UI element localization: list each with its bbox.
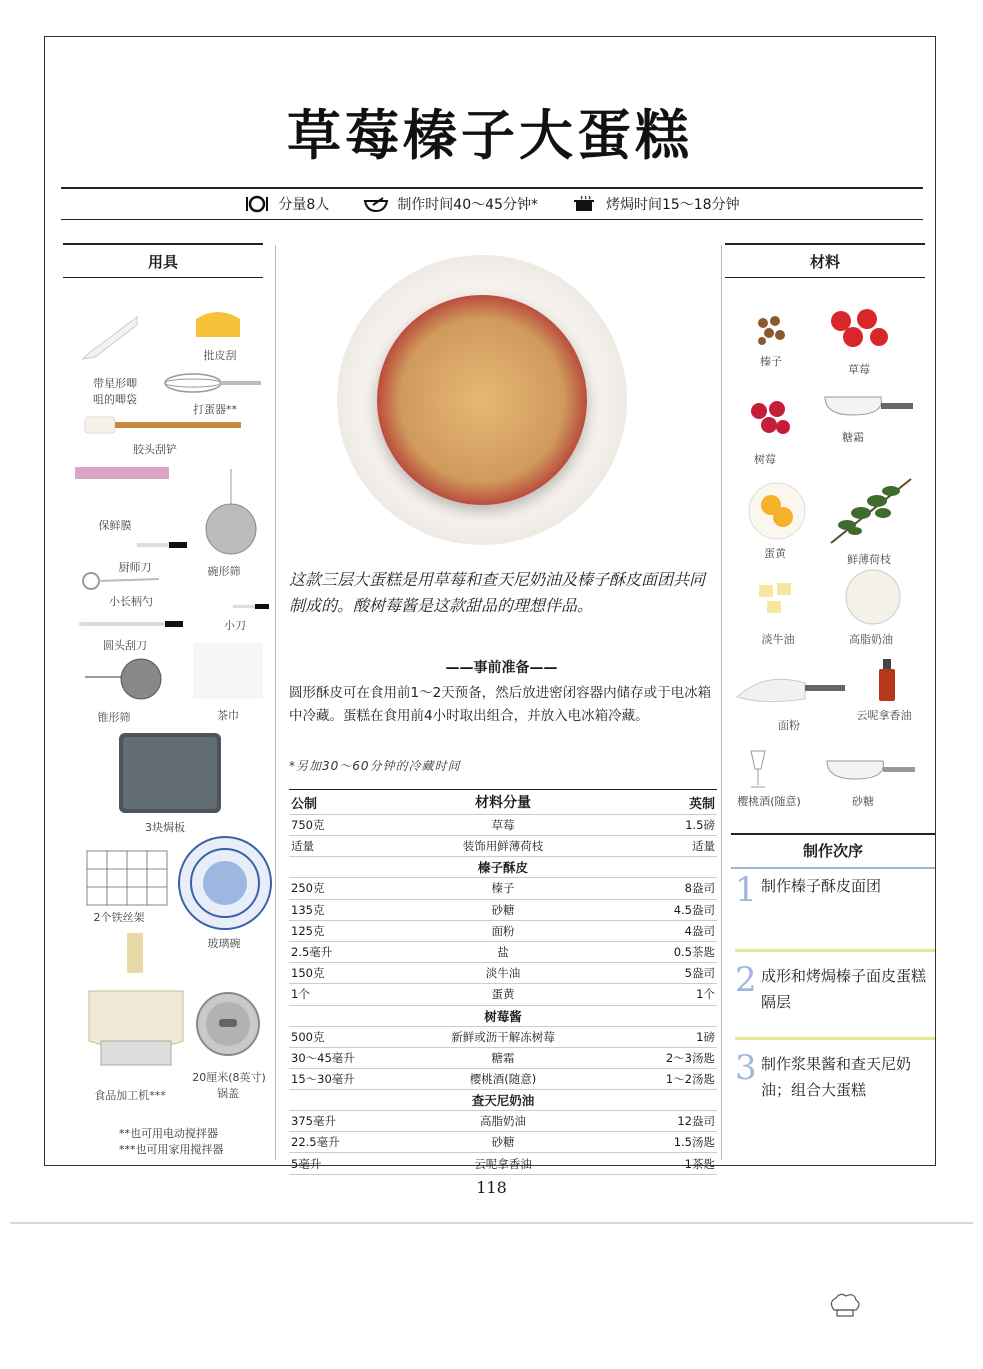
strawberry-image <box>827 307 891 353</box>
ingredient-hazelnut: 榛子 <box>760 355 782 368</box>
ingredient-butter: 淡牛油 <box>761 633 795 646</box>
butter-image <box>755 579 799 619</box>
rack-image <box>85 849 169 907</box>
tool-lid-1: 20厘米(8英寸) <box>192 1071 266 1084</box>
pot-icon <box>572 195 598 213</box>
imperial-cell: 8盎司 <box>684 881 715 896</box>
cutlery-icon <box>244 195 270 213</box>
ingredient-kirsch: 樱桃酒(随意) <box>737 795 801 808</box>
cake-image <box>377 295 587 505</box>
metric-cell: 250克 <box>291 881 325 896</box>
ingredient-raspberry: 树莓 <box>754 453 776 466</box>
name-cell: 新鲜或沥干解冻树莓 <box>451 1029 555 1044</box>
imperial-cell: 1.5磅 <box>685 818 715 833</box>
tool-glass-bowl: 玻璃碗 <box>207 937 241 950</box>
name-cell: 面粉 <box>491 923 515 938</box>
table-row <box>289 1069 717 1090</box>
name-cell: 樱桃酒(随意) <box>469 1071 537 1086</box>
cone-sieve-image <box>85 655 165 705</box>
wrap-image <box>75 465 171 481</box>
metric-cell: 15～30毫升 <box>291 1071 355 1086</box>
name-cell: 淡牛油 <box>485 966 521 981</box>
prep-time-text: 制作时间40～45分钟* <box>397 197 538 213</box>
tool-ladle: 小长柄勺 <box>109 595 153 608</box>
meta-bar <box>61 187 923 220</box>
small-knife-image <box>233 603 269 609</box>
metric-cell: 22.5毫升 <box>291 1135 340 1150</box>
metric-cell: 135克 <box>291 902 325 917</box>
chef-hat-icon <box>828 1292 862 1320</box>
step-number: 2 <box>735 960 757 1000</box>
metric-cell: 125克 <box>291 923 325 938</box>
cake-photo <box>337 255 627 545</box>
recipe-page <box>44 36 936 1171</box>
tool-small-knife: 小刀 <box>224 619 246 632</box>
flour-image <box>735 669 847 707</box>
name-cell: 装饰用鲜薄荷枝 <box>462 839 544 854</box>
ladle-image <box>81 571 161 591</box>
sieve-image <box>203 469 259 557</box>
table-row <box>289 1153 717 1174</box>
tool-whisk: 打蛋器** <box>193 403 237 416</box>
table-row <box>289 1027 717 1048</box>
step-text: 制作浆果酱和查天尼奶油；组合大蛋糕 <box>761 1055 912 1099</box>
piping-bag-image <box>79 313 139 363</box>
table-row <box>289 942 717 963</box>
intro-text: 这款三层大蛋糕是用草莓和查天尼奶油及榛子酥皮面团共同制成的。酸树莓酱是这款甜品的理想伴品。 <box>289 570 706 615</box>
tool-sieve: 碗形筛 <box>207 565 241 578</box>
page-number: 118 <box>476 1178 507 1197</box>
col-imperial: 英制 <box>688 796 715 812</box>
cream-image <box>845 569 901 625</box>
imperial-cell: 1～2汤匙 <box>665 1071 715 1086</box>
tool-spatula: 胶头刮铲 <box>133 443 177 456</box>
imperial-cell: 1.5汤匙 <box>673 1135 715 1150</box>
tool-cone-sieve: 锥形筛 <box>97 711 131 724</box>
ingredients-header: 材料 <box>725 243 925 278</box>
name-cell: 草莓 <box>491 818 515 833</box>
servings <box>244 194 329 214</box>
name-cell: 砂糖 <box>491 1135 515 1150</box>
tool-wrap: 保鲜膜 <box>98 519 132 532</box>
ingredient-mint: 鲜薄荷枝 <box>847 553 891 566</box>
table-row <box>289 984 717 1005</box>
imperial-cell: 4盎司 <box>684 923 715 938</box>
prep-time <box>363 194 538 214</box>
name-cell: 蛋黄 <box>491 987 515 1002</box>
raspberry-image <box>747 399 793 441</box>
table-row <box>289 836 717 857</box>
ingredient-sugar: 砂糖 <box>852 795 874 808</box>
metric-cell: 5毫升 <box>291 1156 322 1171</box>
bake-time <box>572 194 740 214</box>
egg-yolk-image <box>747 481 807 541</box>
tool-piping-bag-2: 咀的唧袋 <box>93 393 137 406</box>
tool-towel: 茶巾 <box>217 709 239 722</box>
food-processor-image <box>81 931 191 1071</box>
ingredient-flour: 面粉 <box>778 719 800 732</box>
glass-bowl-image <box>177 835 273 931</box>
step-text: 制作榛子酥皮面团 <box>761 877 882 895</box>
imperial-cell: 4.5盎司 <box>673 902 715 917</box>
metric-cell: 150克 <box>291 966 325 981</box>
imperial-cell: 0.5茶匙 <box>673 945 715 960</box>
name-cell: 盐 <box>497 945 509 960</box>
tool-piping-bag-1: 带星形唧 <box>93 377 137 390</box>
baking-sheet-image <box>119 733 221 813</box>
bake-time-text: 烤焗时间15～18分钟 <box>605 197 740 213</box>
metric-cell: 500克 <box>291 1029 325 1044</box>
imperial-cell: 5盎司 <box>684 966 715 981</box>
section-header: 树莓酱 <box>289 1006 717 1027</box>
section-header: 榛子酥皮 <box>289 857 717 878</box>
ingredient-egg-yolk: 蛋黄 <box>764 547 786 560</box>
step-text: 成形和烤焗榛子面皮蛋糕隔层 <box>761 967 927 1011</box>
footnote-2: ***也可用家用搅拌器 <box>119 1143 224 1156</box>
step-1 <box>735 870 935 910</box>
metric-cell: 适量 <box>291 839 314 854</box>
ingredient-strawberry: 草莓 <box>848 363 870 376</box>
section-header: 查天尼奶油 <box>289 1090 717 1111</box>
name-cell: 云呢拿香油 <box>474 1156 532 1171</box>
metric-cell: 375毫升 <box>291 1114 336 1129</box>
vanilla-image <box>877 659 897 703</box>
step-divider <box>735 949 935 952</box>
step-number: 3 <box>735 1048 757 1088</box>
imperial-cell: 适量 <box>692 839 715 854</box>
imperial-cell: 12盎司 <box>677 1114 715 1129</box>
table-row <box>289 963 717 984</box>
tool-scraper: 批皮刮 <box>203 349 237 362</box>
metric-cell: 2.5毫升 <box>291 945 333 960</box>
imperial-cell: 2～3汤匙 <box>665 1050 715 1065</box>
tool-baking-sheets: 3块焗板 <box>145 821 185 834</box>
prep-header: ——事前准备—— <box>445 660 558 676</box>
table-row <box>289 815 717 836</box>
whisk-image <box>163 371 263 395</box>
name-cell: 糖霜 <box>491 1050 515 1065</box>
imperial-cell: 1茶匙 <box>684 1156 715 1171</box>
lid-image <box>195 991 261 1057</box>
ingredient-table <box>289 789 717 1175</box>
hazelnut-image <box>753 313 789 349</box>
table-row <box>289 900 717 921</box>
page-title: 草莓榛子大蛋糕 <box>287 103 693 167</box>
round-knife-image <box>79 619 183 629</box>
ingredient-cream: 高脂奶油 <box>849 633 893 646</box>
towel-image <box>193 643 263 699</box>
ingredient-vanilla: 云呢拿香油 <box>856 709 912 722</box>
table-row <box>289 1048 717 1069</box>
table-row <box>289 1132 717 1153</box>
scraper-image <box>193 309 243 339</box>
icing-sugar-image <box>823 393 915 419</box>
step-divider <box>735 1037 935 1040</box>
tool-knife: 厨师刀 <box>118 561 152 574</box>
mint-image <box>825 473 917 549</box>
servings-text: 分量8人 <box>278 197 330 213</box>
kirsch-image <box>747 749 769 789</box>
step-3 <box>735 1048 935 1103</box>
col-metric: 公制 <box>291 796 318 812</box>
metric-cell: 30～45毫升 <box>291 1050 355 1065</box>
order-header: 制作次序 <box>731 833 935 869</box>
right-divider <box>721 245 722 1160</box>
name-cell: 砂糖 <box>491 902 515 917</box>
step-2 <box>735 960 935 1015</box>
table-header <box>289 790 717 815</box>
tool-food-processor: 食品加工机*** <box>94 1089 166 1102</box>
table-row <box>289 1111 717 1132</box>
knife-image <box>137 541 187 549</box>
table-row <box>289 921 717 942</box>
metric-cell: 1个 <box>291 987 310 1002</box>
imperial-cell: 1个 <box>696 987 715 1002</box>
footnote-1: **也可用电动搅拌器 <box>119 1127 218 1140</box>
tool-round-knife: 圆头刮刀 <box>103 639 147 652</box>
prep-text: 圆形酥皮可在食用前1～2天预备，然后放进密闭容器内储存或于电冰箱中冷藏。蛋糕在食用前4小时取出组合，并放入电冰箱冷藏。 <box>289 685 712 724</box>
sugar-image <box>825 757 917 781</box>
metric-cell: 750克 <box>291 818 325 833</box>
tool-racks: 2个铁丝架 <box>93 911 145 924</box>
tool-lid-2: 锅盖 <box>217 1087 239 1100</box>
step-number: 1 <box>735 870 757 910</box>
ingredient-icing-sugar: 糖霜 <box>842 431 864 444</box>
table-row <box>289 878 717 899</box>
name-cell: 榛子 <box>491 881 515 896</box>
name-cell: 高脂奶油 <box>480 1114 526 1129</box>
bowl-icon <box>363 195 389 213</box>
tools-header: 用具 <box>63 243 263 278</box>
spatula-image <box>83 415 243 435</box>
page-bottom-line <box>10 1222 973 1224</box>
left-divider <box>275 245 276 1160</box>
chill-note: *另加30～60分钟的冷藏时间 <box>289 759 461 773</box>
imperial-cell: 1磅 <box>696 1029 715 1044</box>
col-name: 材料分量 <box>475 795 531 811</box>
